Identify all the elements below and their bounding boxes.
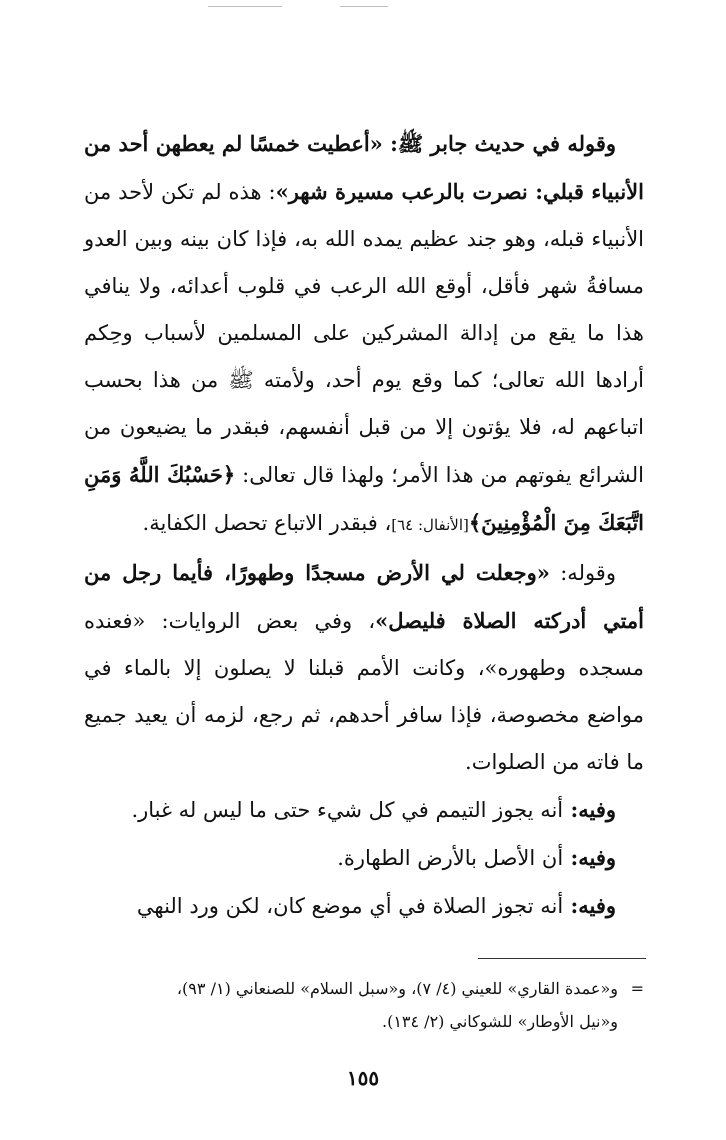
footnotes bbox=[84, 972, 644, 1038]
point-text-5: أنه تجوز الصلاة في أي موضع كان، لكن ورد النهي bbox=[136, 894, 564, 918]
intro-2: وقوله: bbox=[549, 561, 616, 585]
footnote-text-2: و«نيل الأوطار» للشوكاني (٢/ ١٣٤). bbox=[381, 1012, 618, 1031]
header-rule-right bbox=[340, 6, 388, 7]
commentary-1-end: ، فبقدر الاتباع تحصل الكفاية. bbox=[142, 511, 392, 535]
quran-verse: ﴿حَسْبُكَ اللَّهُ وَمَنِ اتَّبَعَكَ مِنَ الْمُؤْمِنِينَ﴾ bbox=[84, 462, 644, 535]
point-text-3: أنه يجوز التيمم في كل شيء حتى ما ليس له غبار. bbox=[131, 798, 564, 822]
point-label-3: وفيه: bbox=[563, 797, 616, 822]
commentary-2: ، وفي بعض الروايات: «فعنده مسجده وطهوره»، وكانت الأمم قبلنا لا يصلون إلا بالماء في مواضع مخصوصة، فإذا سافر أحدهم، ثم رجع، لزمه أن يعيد جميع ما فاته من الصلوات. bbox=[84, 609, 644, 774]
paragraph-4 bbox=[84, 834, 644, 882]
page-number: ١٥٥ bbox=[346, 1066, 380, 1090]
footnote-line-2 bbox=[84, 1005, 644, 1038]
commentary-1: : هذه لم تكن لأحد من الأنبياء قبله، وهو جند عظيم يمده الله به، فإذا كان بينه وبين العدو مسافةُ شهر فأقل، أوقع الله الرعب في قلوب أعدائه، ولا ينافي هذا ما يقع من إدالة المشركين على المسلمين لأسباب وحِكم أرادها الله تعالى؛ كما وقع يوم أحد، ولأمته ﷺ من هذا بحسب اتباعهم له، فلا يؤتون إلا من قبل أنفسهم، فبقدر ما يضيعون من الشرائع يفوتهم من هذا الأمر؛ ولهذا قال تعالى: bbox=[84, 180, 644, 487]
verse-reference: [الأنفال: ٦٤] bbox=[391, 516, 469, 534]
footnote-text-1: و«عمدة القاري» للعيني (٤/ ٧)، و«سبل السلام» للصنعاني (١/ ٩٣)، bbox=[176, 979, 618, 998]
footnote-separator bbox=[478, 958, 646, 959]
main-text bbox=[84, 120, 644, 930]
header-rule-left bbox=[208, 6, 282, 7]
point-label-4: وفيه: bbox=[563, 845, 616, 870]
paragraph-1 bbox=[84, 120, 644, 549]
footnote-continuation-mark: = bbox=[630, 979, 644, 998]
paragraph-5 bbox=[84, 882, 644, 930]
paragraph-2 bbox=[84, 549, 644, 786]
hadith-quote-2: «وجعلت لي الأرض مسجدًا وطهورًا، فأيما رجل من أمتي أدركته الصلاة فليصل» bbox=[84, 560, 644, 633]
paragraph-3 bbox=[84, 786, 644, 834]
point-text-4: أن الأصل بالأرض الطهارة. bbox=[337, 846, 564, 870]
footnote-line-1 bbox=[84, 972, 644, 1005]
hadith-quote-1: وقوله في حديث جابر ﷺ: «أعطيت خمسًا لم يعطهن أحد من الأنبياء قبلي: نصرت بالرعب مسيرة شهر» bbox=[84, 131, 644, 204]
point-label-5: وفيه: bbox=[563, 893, 616, 918]
